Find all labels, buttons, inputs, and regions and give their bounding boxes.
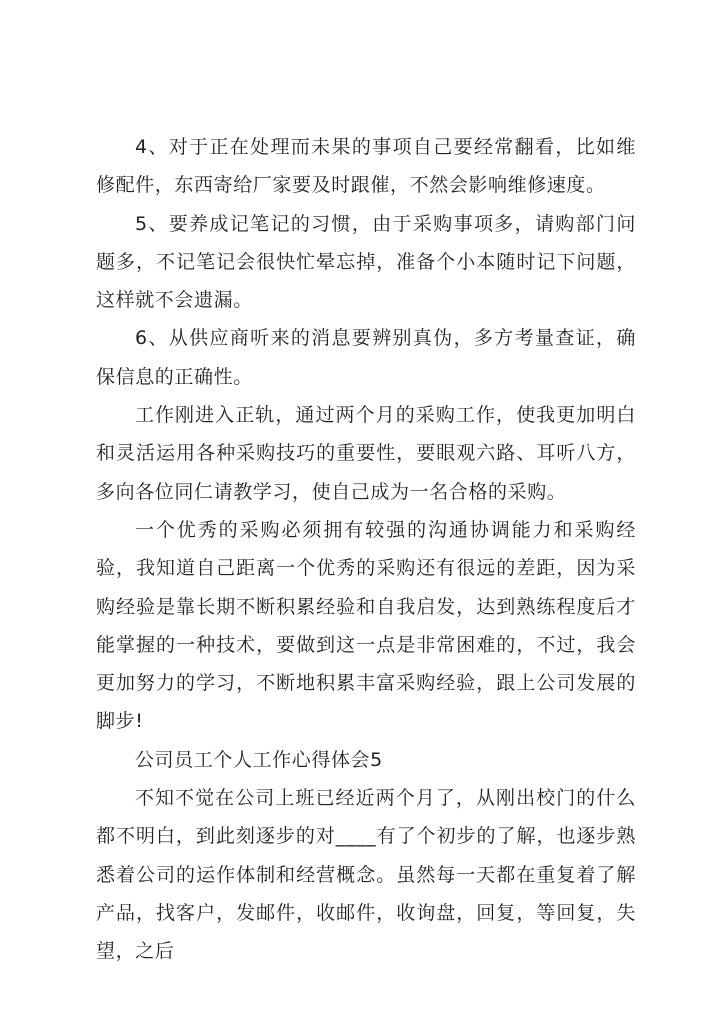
paragraph-work-summary: 工作刚进入正轨，通过两个月的采购工作，使我更加明白和灵活运用各种采购技巧的重要性，要眼观六路、耳听八方，多向各位同仁请教学习，使自己成为一名合格的采购。 [96,404,636,503]
paragraph-item-5: 5、要养成记笔记的习惯，由于采购事项多，请购部门问题多，不记笔记会很快忙晕忘掉，准备个小本随时记下问题，这样就不会遗漏。 [96,212,636,312]
paragraph-experience: 一个优秀的采购必须拥有较强的沟通协调能力和采购经验，我知道自己距离一个优秀的采购还有很远的差距，因为采购经验是靠长期不断积累经验和自我启发，达到熟练程度后才能掌握的一种技术，要做到这一点是非常困难的，不过，我会更加努力的学习，不断地积累丰富采购经验，跟上公司发展的脚步! [96,518,636,733]
paragraph-item-4: 4、对于正在处理而未果的事项自己要经常翻看，比如维修配件，东西寄给厂家要及时跟催，不然会影响维修速度。 [96,136,636,197]
document-body [96,128,636,971]
section-title: 公司员工个人工作心得体会5 [134,748,383,771]
paragraph-closing: 不知不觉在公司上班已经近两个月了，从刚出校门的什么都不明白，到此刻逐步的对____有了个初步的了解，也逐步熟悉着公司的运作体制和经营概念。虽然每一天都在重复着了解产品，找客户，发邮件，收邮件，收询盘，回复，等回复，失望，之后 [96,787,636,963]
paragraph-item-6: 6、从供应商听来的消息要辨别真伪，多方考量查证，确保信息的正确性。 [96,327,636,388]
